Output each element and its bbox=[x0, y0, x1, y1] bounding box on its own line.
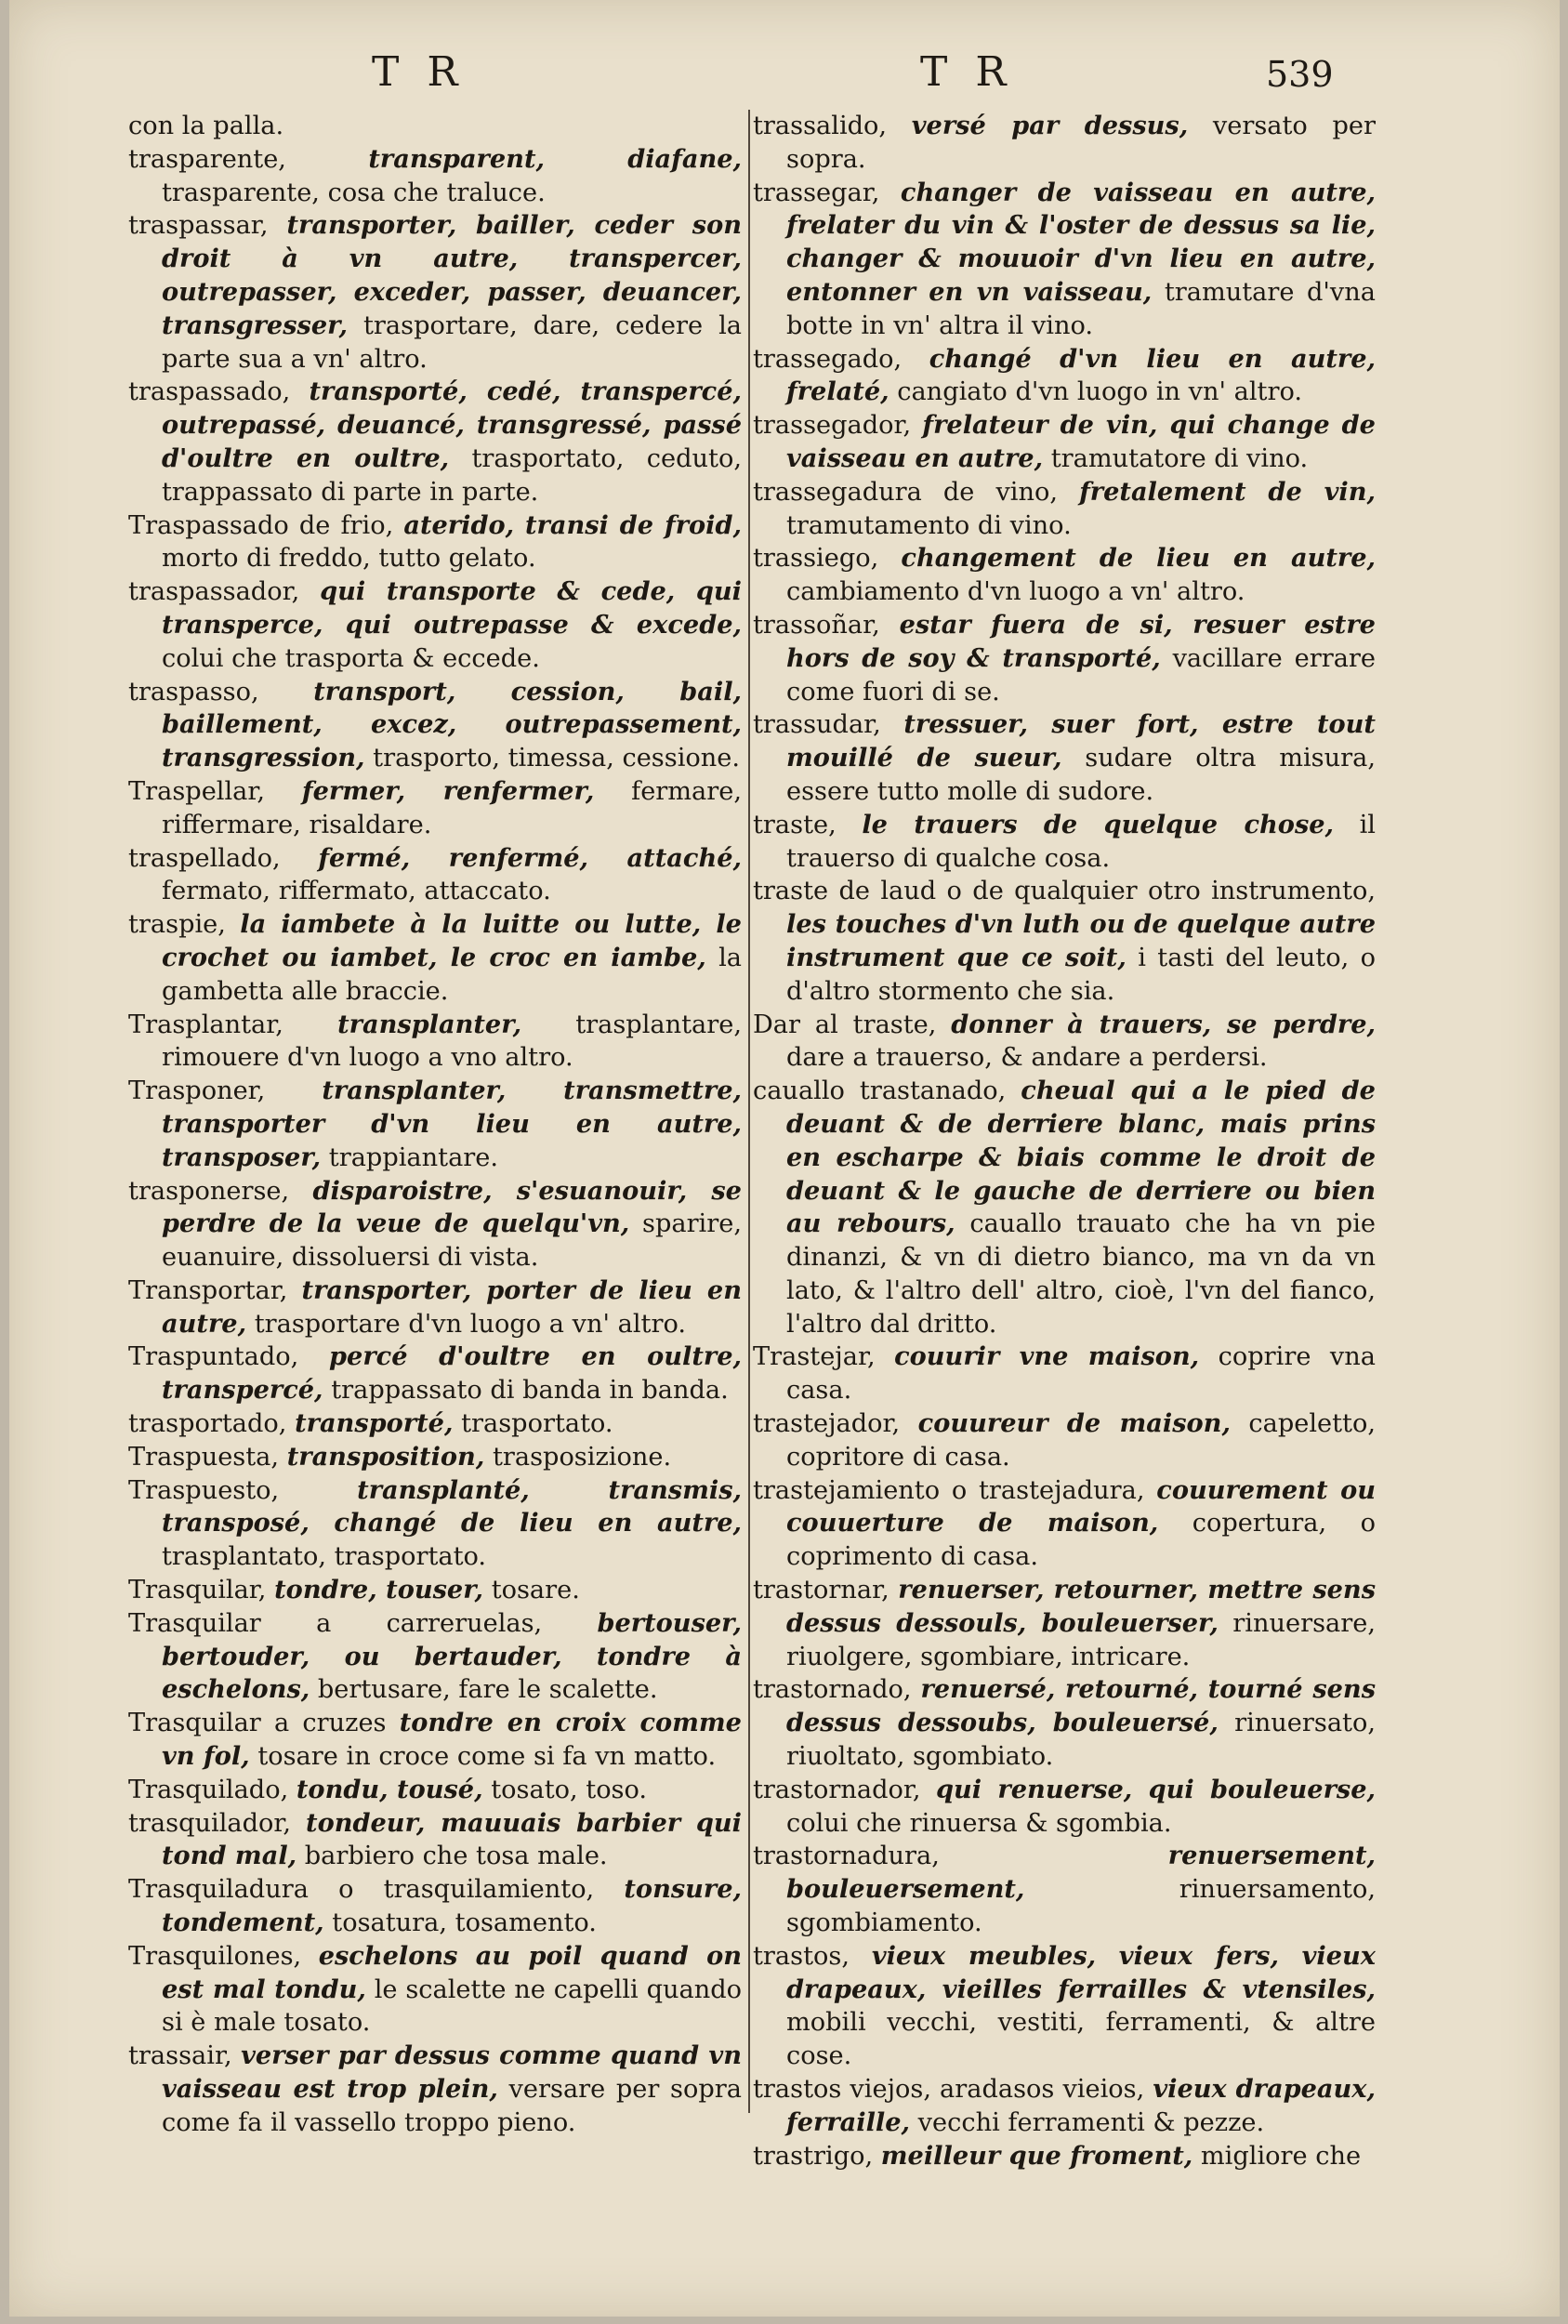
entry-italian: vacillare errare come fuori di se. bbox=[786, 643, 1376, 706]
entry-italian: trasporto, timessa, cessione. bbox=[373, 744, 741, 773]
entry-headword: trastornadura, bbox=[753, 1842, 940, 1871]
dictionary-entry bbox=[128, 1574, 742, 1607]
entry-italian: tosare in croce come si fa vn matto. bbox=[257, 1742, 717, 1772]
dictionary-entry bbox=[128, 676, 742, 775]
entry-italian: rinuersare, riuolgere, sgombiare, intricare. bbox=[786, 1608, 1376, 1671]
entry-headword: Trasquilado, bbox=[128, 1775, 289, 1804]
dictionary-entry bbox=[128, 1274, 742, 1341]
dictionary-entry bbox=[753, 409, 1376, 476]
entry-french: bertouser, bertouder, ou bertauder, tondre à eschelons, bbox=[162, 1607, 742, 1705]
dictionary-entry bbox=[128, 775, 742, 842]
entry-headword: trassegador, bbox=[753, 411, 912, 441]
dictionary-entry bbox=[128, 2040, 742, 2139]
entry-french: la iambete à la luitte ou lutte, le crochet ou iambet, le croc en iambe, bbox=[162, 909, 742, 972]
dictionary-entry bbox=[753, 476, 1376, 543]
dictionary-entry bbox=[128, 1707, 742, 1774]
dictionary-entry bbox=[128, 575, 742, 675]
entry-french: tonsure, tondement, bbox=[162, 1874, 742, 1938]
dictionary-entry bbox=[128, 842, 742, 909]
entry-french: fermer, renfermer, bbox=[301, 775, 595, 806]
entry-italian: migliore che bbox=[1200, 2141, 1362, 2171]
header-right: T R bbox=[920, 48, 1014, 96]
entry-headword: Traspellar, bbox=[128, 776, 266, 806]
dictionary-entry bbox=[128, 1607, 742, 1707]
dictionary-entry bbox=[128, 1940, 742, 2040]
entry-headword: trasponerse, bbox=[128, 1176, 290, 1206]
entry-headword: traste, bbox=[753, 810, 837, 839]
entry-french: renuersé, retourné, tourné sens dessus dessoubs, bouleuersé, bbox=[786, 1674, 1376, 1738]
entry-headword: trassegar, bbox=[753, 178, 880, 207]
entry-french: transporté, cedé, transpercé, outrepassé, deuancé, transgressé, passé d'oultre en oultre, bbox=[162, 376, 742, 473]
entry-italian: sudare oltra misura, essere tutto molle di sudore. bbox=[786, 744, 1376, 806]
entry-headword: trasparente, bbox=[128, 144, 286, 174]
entry-italian: trasportare d'vn luogo a vn' altro. bbox=[254, 1309, 686, 1339]
right-column bbox=[753, 110, 1376, 2172]
entry-headword: trassoñar, bbox=[753, 610, 880, 640]
entry-headword: trassegado, bbox=[753, 344, 903, 374]
entry-italian: i tasti del leuto, o d'altro stormento che sia. bbox=[786, 943, 1376, 1006]
entry-headword: Trasplantar, bbox=[128, 1010, 283, 1039]
dictionary-entry bbox=[128, 1807, 742, 1874]
entry-italian: cambiamento d'vn luogo a vn' altro. bbox=[786, 577, 1245, 607]
page-number: 539 bbox=[1266, 54, 1334, 95]
dictionary-entry bbox=[753, 177, 1376, 343]
dictionary-entry bbox=[128, 209, 742, 376]
entry-french: transporté, bbox=[295, 1408, 454, 1439]
entry-headword: Traspuesta, bbox=[128, 1442, 280, 1472]
entry-headword: traste de laud o de qualquier otro instrumento, bbox=[753, 877, 1376, 906]
entry-italian: rinuersato, riuoltato, sgombiato. bbox=[786, 1709, 1376, 1772]
entry-italian: la gambetta alle braccie. bbox=[162, 943, 742, 1006]
entry-french: tondre en croix comme vn fol, bbox=[162, 1708, 742, 1772]
entry-french: frelateur de vin, qui change de vaisseau en autre, bbox=[786, 410, 1376, 473]
entry-italian: vecchi ferramenti & pezze. bbox=[917, 2107, 1265, 2137]
entry-french: eschelons au poil quand on est mal tondu, bbox=[162, 1940, 742, 2004]
entry-italian: coprire vna casa. bbox=[786, 1342, 1376, 1406]
dictionary-entry bbox=[128, 110, 742, 143]
column-rule bbox=[748, 110, 750, 2113]
dictionary-entry bbox=[753, 609, 1376, 708]
entry-italian: tosato, toso. bbox=[491, 1775, 648, 1804]
entry-italian: trappiantare. bbox=[328, 1142, 499, 1172]
entry-italian: dare a trauerso, & andare a perdersi. bbox=[786, 1043, 1268, 1073]
entry-italian: bertusare, fare le scalette. bbox=[317, 1675, 658, 1705]
entry-headword: Trasquilones, bbox=[128, 1941, 302, 1971]
entry-italian: copertura, o coprimento di casa. bbox=[786, 1509, 1376, 1572]
dictionary-entry bbox=[753, 1474, 1376, 1574]
entry-headword: trasquilador, bbox=[128, 1808, 292, 1838]
entry-headword: traspassar, bbox=[128, 211, 269, 241]
entry-headword: Trasquilar a carreruelas, bbox=[128, 1608, 543, 1638]
entry-italian: tramutare d'vna botte in vn' altra il vino. bbox=[786, 277, 1376, 340]
entry-italian: trasplantato, trasportato. bbox=[162, 1542, 487, 1572]
dictionary-entry bbox=[753, 1407, 1376, 1474]
dictionary-entry bbox=[753, 1340, 1376, 1407]
entry-french: renuersement, bouleuersement, bbox=[786, 1841, 1376, 1905]
entry-french: cheual qui a le pied de deuant & de derriere blanc, mais prins en escharpe & biais comme le droit de deuant & le gauche de derriere ou bien au rebours, bbox=[786, 1076, 1376, 1239]
entry-french: le trauers de quelque chose, bbox=[862, 809, 1335, 839]
entry-italian: tosare. bbox=[491, 1576, 580, 1605]
entry-italian: trasportato, ceduto, trappassato di parte in parte. bbox=[162, 443, 742, 507]
entry-italian: colui che rinuersa & sgombia. bbox=[786, 1808, 1172, 1838]
entry-italian: versato per sopra. bbox=[786, 112, 1376, 174]
dictionary-entry bbox=[753, 542, 1376, 609]
entry-italian: cauallo trauato che ha vn pie dinanzi, & vn di dietro bianco, ma vn da vn lato, & l'altro dell' altro, cioè, l'vn del fianco, l'altro dal dritto. bbox=[786, 1209, 1376, 1339]
entry-french: vieux meubles, vieux fers, vieux drapeaux, vieilles ferrailles & vtensiles, bbox=[786, 1940, 1376, 2004]
entry-headword: trastornador, bbox=[753, 1775, 921, 1804]
entry-french: transposition, bbox=[286, 1441, 485, 1472]
entry-italian: trasparente, cosa che traluce. bbox=[162, 178, 546, 207]
dictionary-entry bbox=[128, 1774, 742, 1807]
entry-headword: Dar al traste, bbox=[753, 1010, 937, 1039]
dictionary-entry bbox=[128, 1075, 742, 1174]
entry-headword: traspellado, bbox=[128, 843, 281, 873]
entry-french: fretalement de vin, bbox=[1079, 476, 1376, 507]
entry-french: transport, cession, bail, baillement, excez, outrepassement, transgression, bbox=[162, 676, 742, 773]
entry-italian: fermato, riffermato, attaccato. bbox=[162, 877, 551, 906]
dictionary-entry bbox=[753, 1673, 1376, 1773]
entry-headword: Traspassado de frio, bbox=[128, 510, 394, 540]
entry-headword: traspasso, bbox=[128, 677, 259, 706]
entry-headword: traspassado, bbox=[128, 377, 291, 407]
entry-headword: cauallo trastanado, bbox=[753, 1076, 1007, 1106]
entry-french: aterido, transi de froid, bbox=[403, 509, 742, 540]
entry-french: transplanté, transmis, transposé, changé de lieu en autre, bbox=[162, 1474, 742, 1538]
entry-italian: versare per sopra come fa il vassello troppo pieno. bbox=[162, 2075, 742, 2137]
entry-headword: trassudar, bbox=[753, 710, 881, 740]
entry-french: changement de lieu en autre, bbox=[901, 543, 1376, 574]
entry-headword: trassegadura de vino, bbox=[753, 477, 1059, 507]
entry-headword: trassalido, bbox=[753, 112, 888, 140]
dictionary-entry bbox=[753, 2073, 1376, 2140]
entry-french: versé par dessus, bbox=[911, 111, 1189, 140]
entry-french: donner à trauers, se perdre, bbox=[951, 1009, 1376, 1039]
dictionary-entry bbox=[753, 809, 1376, 876]
entry-headword: trassair, bbox=[128, 2041, 232, 2071]
dictionary-entry bbox=[128, 908, 742, 1008]
entry-italian: tramutamento di vino. bbox=[786, 510, 1072, 540]
entry-italian: trappassato di banda in banda. bbox=[331, 1376, 729, 1406]
entry-french: meilleur que froment, bbox=[880, 2140, 1193, 2171]
dictionary-entry bbox=[753, 1940, 1376, 2073]
entry-italian: sparire, euanuire, dissoluersi di vista. bbox=[162, 1209, 742, 1273]
dictionary-entry bbox=[128, 1873, 742, 1940]
entry-headword: Trastejar, bbox=[753, 1342, 876, 1372]
entry-french: qui renuerse, qui bouleuerse, bbox=[936, 1774, 1376, 1804]
dictionary-entry bbox=[753, 2140, 1376, 2173]
entry-headword: Traspuntado, bbox=[128, 1342, 299, 1372]
entry-italian: fermare, riffermare, risaldare. bbox=[162, 776, 742, 839]
entry-italian: morto di freddo, tutto gelato. bbox=[162, 544, 536, 574]
entry-italian: trasplantare, rimouere d'vn luogo a vno altro. bbox=[162, 1010, 742, 1073]
entry-headword: Trasquilar a cruzes bbox=[128, 1709, 387, 1738]
entry-italian: il trauerso di qualche cosa. bbox=[786, 810, 1376, 873]
entry-italian: mobili vecchi, vestiti, ferramenti, & altre cose. bbox=[786, 2008, 1376, 2071]
entry-french: percé d'oultre en oultre, transpercé, bbox=[162, 1341, 742, 1406]
entry-headword: Trasponer, bbox=[128, 1076, 266, 1106]
entry-headword: Traspuesto, bbox=[128, 1475, 280, 1505]
entry-italian: cangiato d'vn luogo in vn' altro. bbox=[897, 377, 1303, 407]
dictionary-entry bbox=[753, 1840, 1376, 1939]
entry-french: couureur de maison, bbox=[917, 1408, 1231, 1439]
entry-italian: tramutatore di vino. bbox=[1050, 443, 1309, 473]
entry-french: couurement ou couuerture de maison, bbox=[786, 1474, 1376, 1538]
entry-french: estar fuera de si, resuer estre hors de soy & transporté, bbox=[786, 609, 1376, 673]
entry-french: tondeur, mauuais barbier qui tond mal, bbox=[162, 1807, 742, 1871]
entry-french: tressuer, suer fort, estre tout mouillé de sueur, bbox=[786, 709, 1376, 773]
dictionary-entry bbox=[128, 143, 742, 210]
dictionary-entry bbox=[128, 376, 742, 508]
entry-french: les touches d'vn luth ou de quelque autre instrument que ce soit, bbox=[786, 909, 1376, 972]
dictionary-entry bbox=[753, 110, 1376, 177]
entry-french: changer de vaisseau en autre, frelater du vin & l'oster de dessus sa lie, changer & mouuoir d'vn lieu en autre, entonner en vn vaisseau, bbox=[786, 177, 1376, 307]
entry-headword: trastornar, bbox=[753, 1576, 889, 1605]
entry-headword: trasportado, bbox=[128, 1409, 287, 1439]
entry-headword: trastornado, bbox=[753, 1675, 912, 1705]
entry-headword: Trasquilar, bbox=[128, 1576, 267, 1605]
entry-french: transplanter, transmettre, transporter d'vn lieu en autre, transposer, bbox=[162, 1076, 742, 1172]
entry-headword: trassiego, bbox=[753, 544, 879, 574]
entry-headword: Trasquiladura o trasquilamiento, bbox=[128, 1875, 595, 1905]
dictionary-entry bbox=[128, 1340, 742, 1407]
left-column bbox=[128, 110, 742, 2140]
dictionary-page bbox=[9, 0, 1560, 2317]
dictionary-entry bbox=[753, 1574, 1376, 1673]
entry-italian: capeletto, copritore di casa. bbox=[786, 1409, 1376, 1472]
entry-italian: trasportare, dare, cedere la parte sua a vn' altro. bbox=[162, 310, 742, 374]
entry-french: verser par dessus comme quand vn vaisseau est trop plein, bbox=[162, 2040, 742, 2105]
entry-italian: trasportato. bbox=[461, 1409, 613, 1439]
entry-italian: tosatura, tosamento. bbox=[332, 1908, 597, 1938]
dictionary-entry bbox=[753, 1774, 1376, 1841]
dictionary-entry bbox=[128, 1009, 742, 1076]
entry-headword: trastos viejos, aradasos vieios, bbox=[753, 2075, 1145, 2105]
dictionary-entry bbox=[753, 1009, 1376, 1076]
dictionary-entry bbox=[128, 1407, 742, 1441]
entry-headword: trastrigo, bbox=[753, 2141, 874, 2171]
entry-french: qui transporte & cede, qui transperce, qui outrepasse & excede, bbox=[162, 576, 742, 640]
running-head bbox=[9, 48, 1560, 104]
dictionary-entry bbox=[128, 1474, 742, 1574]
entry-headword: con la palla. bbox=[128, 112, 284, 140]
entry-french: vieux drapeaux, ferraille, bbox=[786, 2074, 1376, 2137]
entry-french: couurir vne maison, bbox=[894, 1341, 1200, 1372]
dictionary-entry bbox=[753, 875, 1376, 1008]
entry-french: tondre, touser, bbox=[274, 1575, 484, 1605]
entry-headword: traspassador, bbox=[128, 577, 300, 607]
entry-italian: rinuersamento, sgombiamento. bbox=[786, 1875, 1376, 1938]
entry-headword: Transportar, bbox=[128, 1275, 288, 1305]
entry-french: transporter, porter de lieu en autre, bbox=[162, 1274, 742, 1339]
entry-french: transplanter, bbox=[337, 1009, 522, 1039]
dictionary-entry bbox=[753, 1075, 1376, 1340]
dictionary-entry bbox=[753, 708, 1376, 808]
entry-italian: colui che trasporta & eccede. bbox=[162, 643, 540, 673]
entry-french: transparent, diafane, bbox=[368, 143, 742, 174]
entry-french: changé d'vn lieu en autre, frelaté, bbox=[786, 343, 1376, 407]
entry-headword: trastejador, bbox=[753, 1409, 901, 1439]
entry-french: renuerser, retourner, mettre sens dessus dessouls, bouleuerser, bbox=[786, 1575, 1376, 1638]
entry-french: disparoistre, s'esuanouir, se perdre de la veue de quelqu'vn, bbox=[162, 1175, 742, 1239]
entry-french: tondu, tousé, bbox=[296, 1774, 483, 1804]
entry-italian: barbiero che tosa male. bbox=[304, 1842, 608, 1871]
entry-headword: traspie, bbox=[128, 910, 226, 940]
dictionary-entry bbox=[128, 1441, 742, 1474]
entry-italian: le scalette ne capelli quando si è male tosato. bbox=[162, 1974, 742, 2038]
entry-french: transporter, bailler, ceder son droit à vn autre, transpercer, outrepasser, exceder, passer, deuancer, transgresser, bbox=[162, 210, 742, 340]
entry-headword: trastos, bbox=[753, 1941, 850, 1971]
entry-headword: trastejamiento o trastejadura, bbox=[753, 1475, 1145, 1505]
dictionary-entry bbox=[128, 1175, 742, 1274]
dictionary-entry bbox=[128, 509, 742, 576]
dictionary-entry bbox=[753, 343, 1376, 410]
entry-italian: trasposizione. bbox=[492, 1442, 672, 1472]
header-left: T R bbox=[372, 48, 466, 96]
entry-french: fermé, renfermé, attaché, bbox=[318, 842, 742, 873]
